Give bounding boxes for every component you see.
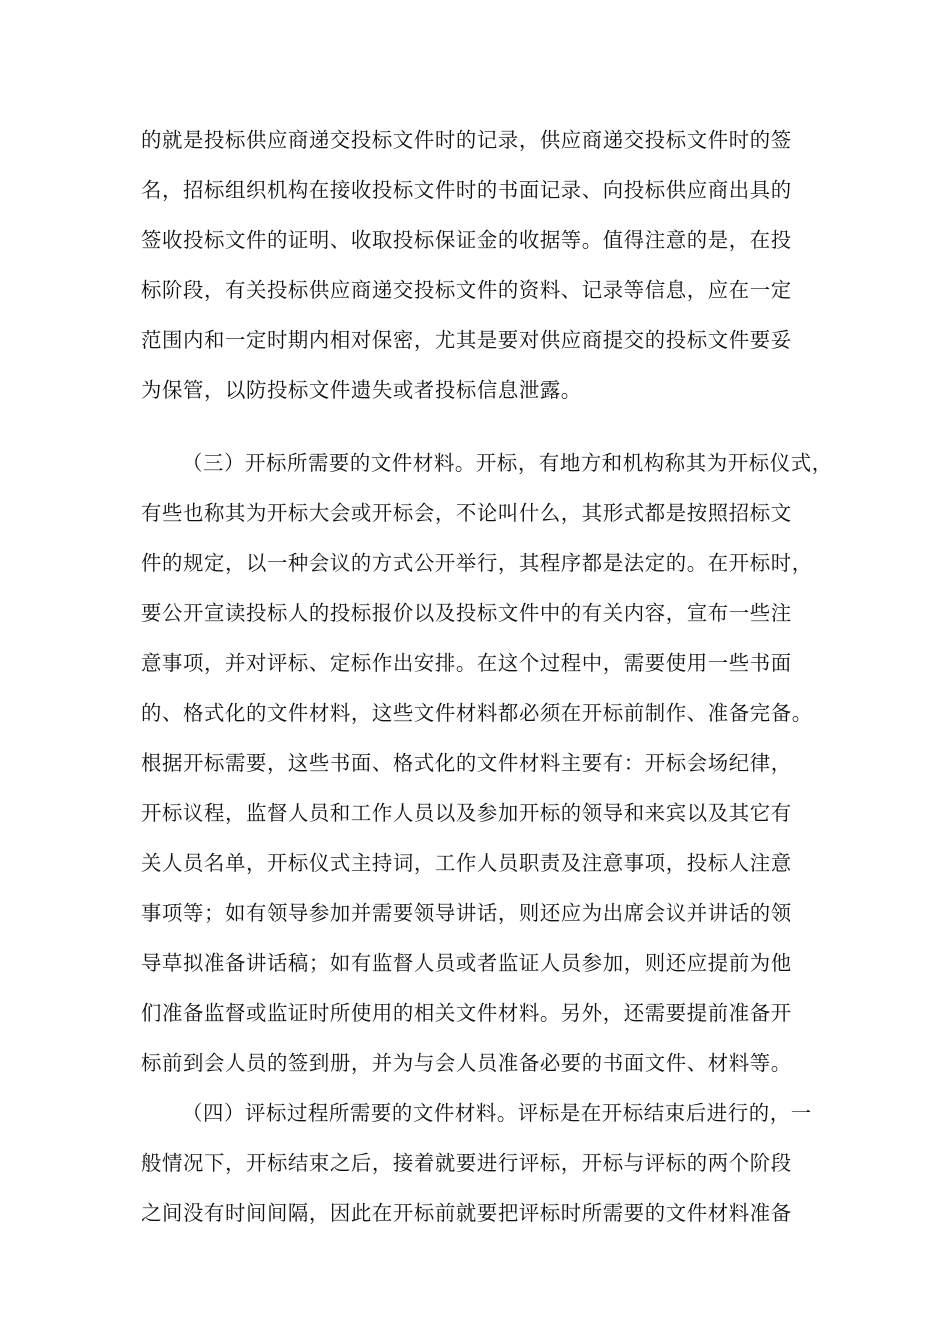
- text-line: 要公开宣读投标人的投标报价以及投标文件中的有关内容，宣布一些注: [141, 601, 792, 625]
- text-line: 导草拟准备讲话稿；如有监督人员或者监证人员参加，则还应提前为他: [141, 951, 792, 975]
- text-line: 标前到会人员的签到册，并为与会人员准备必要的书面文件、材料等。: [141, 1051, 792, 1075]
- text-line: 般情况下，开标结束之后，接着就要进行评标，开标与评标的两个阶段: [141, 1151, 792, 1175]
- text-line: 标阶段，有关投标供应商递交投标文件的资料、记录等信息，应在一定: [141, 278, 792, 302]
- text-line: 事项等；如有领导参加并需要领导讲话，则还应为出席会议并讲话的领: [141, 901, 792, 925]
- text-line: 的就是投标供应商递交投标文件时的记录，供应商递交投标文件时的签: [141, 128, 792, 152]
- text-line: 关人员名单，开标仪式主持词，工作人员职责及注意事项，投标人注意: [141, 851, 792, 875]
- text-line: 开标议程，监督人员和工作人员以及参加开标的领导和来宾以及其它有: [141, 801, 792, 825]
- text-line: 根据开标需要，这些书面、格式化的文件材料主要有：开标会场纪律，: [141, 751, 792, 775]
- text-line: 名，招标组织机构在接收投标文件时的书面记录、向投标供应商出具的: [141, 178, 792, 202]
- section-heading-line: （四）评标过程所需要的文件材料。评标是在开标结束后进行的，一: [182, 1101, 812, 1125]
- text-line: 签收投标文件的证明、收取投标保证金的收据等。值得注意的是，在投: [141, 228, 792, 252]
- text-line: 们准备监督或监证时所使用的相关文件材料。另外，还需要提前准备开: [141, 1001, 792, 1025]
- text-line: 为保管，以防投标文件遗失或者投标信息泄露。: [141, 378, 582, 402]
- text-line: 有些也称其为开标大会或开标会，不论叫什么，其形式都是按照招标文: [141, 501, 792, 525]
- text-line: 件的规定，以一种会议的方式公开举行，其程序都是法定的。在开标时，: [141, 551, 813, 575]
- section-heading-line: （三）开标所需要的文件材料。开标，有地方和机构称其为开标仪式，: [182, 451, 833, 475]
- text-line: 意事项，并对评标、定标作出安排。在这个过程中，需要使用一些书面: [141, 651, 792, 675]
- text-line: 之间没有时间间隔，因此在开标前就要把评标时所需要的文件材料准备: [141, 1201, 792, 1225]
- text-line: 范围内和一定时期内相对保密，尤其是要对供应商提交的投标文件要妥: [141, 328, 792, 352]
- text-line: 的、格式化的文件材料，这些文件材料都必须在开标前制作、准备完备。: [141, 701, 813, 725]
